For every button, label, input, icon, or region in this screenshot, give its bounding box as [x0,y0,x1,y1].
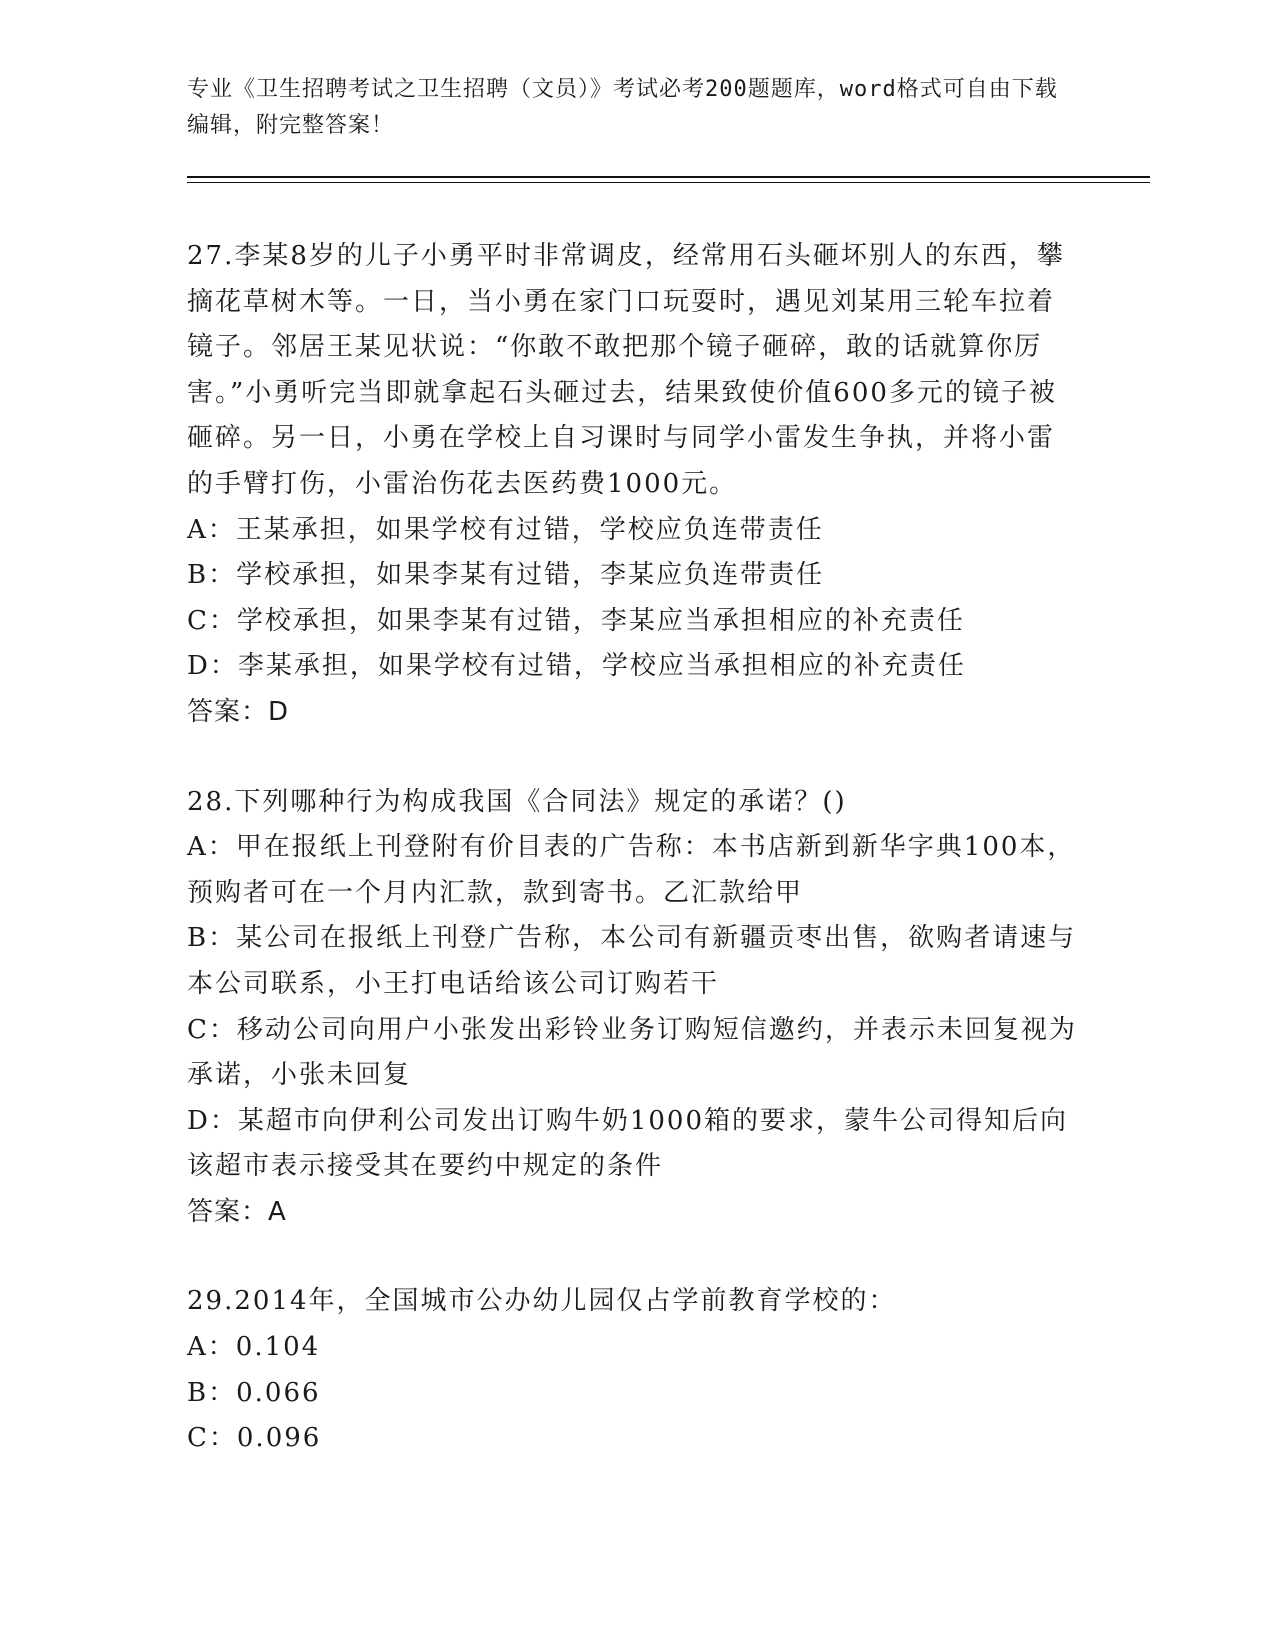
option-b: B：学校承担，如果李某有过错，李某应负连带责任 [187,560,825,591]
question-28 [187,780,1077,1236]
question-stem: 27.李某8岁的儿子小勇平时非常调皮，经常用石头砸坏别人的东西，攀摘花草树木等。一日，当小勇在家门口玩耍时，遇见刘某用三轮车拉着镜子。邻居王某见状说：“你敢不敢把那个镜子砸碎，敢的话就算你厉害。”小勇听完当即就拿起石头砸过去，结果致使价值600多元的镜子被砸碎。另一日，小勇在学校上自习课时与同学小雷发生争执，并将小雷的手臂打伤，小雷治伤花去医药费1000元。 [187,241,1065,499]
option-c: C：学校承担，如果李某有过错，李某应当承担相应的补充责任 [187,605,965,636]
question-27 [187,234,1077,736]
option-a: A：甲在报纸上刊登附有价目表的广告称：本书店新到新华字典100本，预购者可在一个月内汇款，款到寄书。乙汇款给甲 [187,832,1076,908]
option-b: B：某公司在报纸上刊登广告称，本公司有新疆贡枣出售，欲购者请速与本公司联系，小王打电话给该公司订购若干 [187,923,1077,999]
document-header: 专业《卫生招聘考试之卫生招聘（文员）》考试必考200题题库，word格式可自由下载编辑，附完整答案！ [187,77,1058,138]
option-a: A：王某承担，如果学校有过错，学校应负连带责任 [187,514,824,545]
header-divider-thick [187,176,1150,178]
header-divider-thin [187,182,1150,183]
question-29 [187,1279,1077,1461]
answer-label: 答案：A [187,1196,287,1227]
option-d: D：李某承担，如果学校有过错，学校应当承担相应的补充责任 [187,651,966,682]
answer-label: 答案：D [187,696,290,727]
question-stem: 29.2014年，全国城市公办幼儿园仅占学前教育学校的： [187,1286,897,1317]
question-stem: 28.下列哪种行为构成我国《合同法》规定的承诺？() [187,786,847,817]
question-list [187,234,1077,1506]
option-c: C：移动公司向用户小张发出彩铃业务订购短信邀约，并表示未回复视为承诺，小张未回复 [187,1014,1077,1091]
option-c: C：0.096 [187,1423,322,1454]
option-d: D：某超市向伊利公司发出订购牛奶1000箱的要求，蒙牛公司得知后向该超市表示接受其在要约中规定的条件 [187,1105,1069,1182]
option-a: A：0.104 [187,1332,321,1363]
option-b: B：0.066 [187,1377,321,1408]
